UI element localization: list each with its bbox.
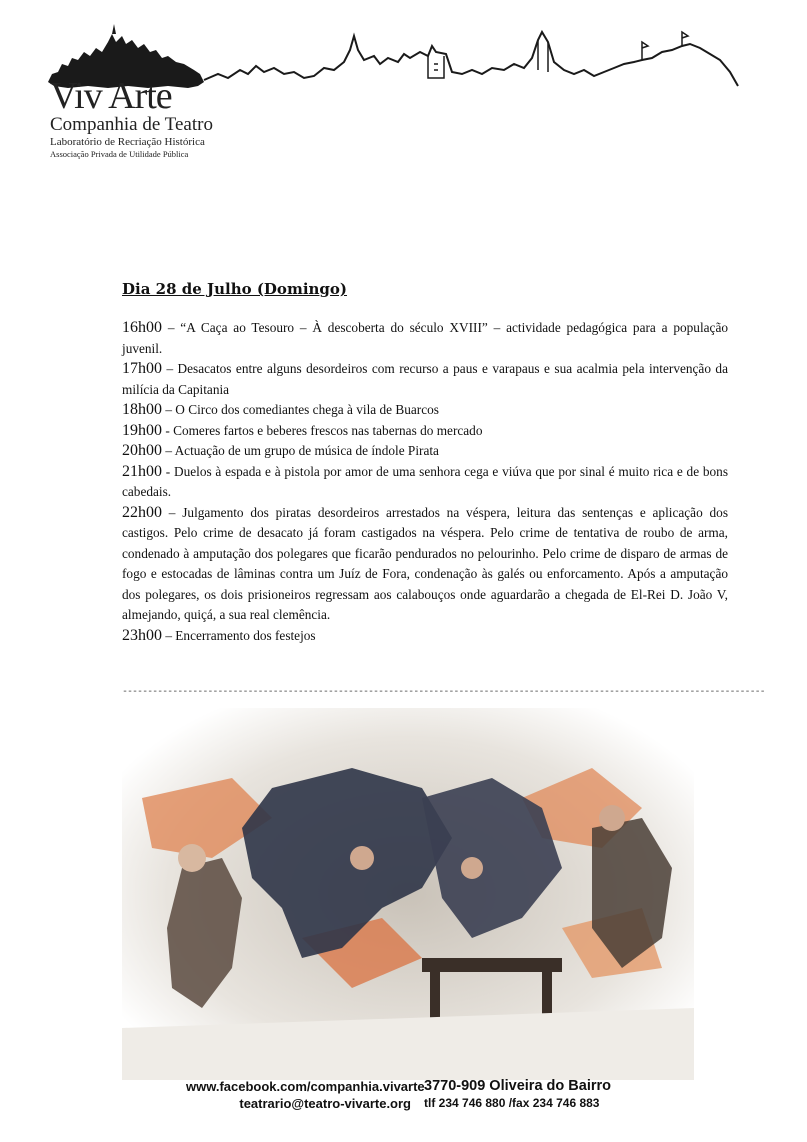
entry-time: 23h00 [122,626,162,644]
logo-tagline: Laboratório de Recriação Histórica [50,136,205,148]
schedule-entry [122,503,728,626]
logo-association: Associação Privada de Utilidade Pública [50,149,189,159]
footer-contact-web [186,1078,425,1112]
phone-fax: tlf 234 746 880 /fax 234 746 883 [424,1096,600,1110]
logo-name: Viv Arte [50,75,172,117]
entry-description: – “A Caça ao Tesouro – À descoberta do século XVIII” – actividade pedagógica para a população juvenil. [122,320,728,356]
entry-time: 21h00 [122,462,162,480]
entry-description: - Comeres fartos e beberes frescos nas tabernas do mercado [162,422,483,438]
schedule-entry [122,400,728,421]
schedule-entry [122,462,728,503]
entry-time: 16h00 [122,319,162,336]
logo-subtitle: Companhia de Teatro [50,114,213,135]
schedule-entry [122,359,728,400]
entry-description: – Actuação de um grupo de música de índole Pirata [162,443,439,458]
company-logo [48,22,748,162]
email-link[interactable]: teatrario@teatro-vivarte.org [239,1096,411,1111]
postal-address: 3770-909 Oliveira do Bairro [424,1078,611,1094]
entry-time: 18h00 [122,401,162,418]
facebook-link[interactable]: www.facebook.com/companhia.vivarte [186,1079,425,1094]
day-heading: Dia 28 de Julho (Domingo) [122,280,348,298]
schedule-entry [122,441,728,462]
entry-description: - Duelos à espada e à pistola por amor de uma senhora cega e viúva que por sinal é muito rica e de bons cabedais. [122,463,728,499]
entry-description: – O Circo dos comediantes chega à vila de Buarcos [162,402,439,417]
entry-time: 22h00 [122,503,162,521]
pirate-duel-photo [122,708,694,1080]
schedule-entry [122,421,728,442]
entry-time: 19h00 [122,421,162,439]
schedule-entry [122,626,728,647]
entry-time: 20h00 [122,442,162,459]
footer-contact-address [424,1078,654,1112]
entry-description: – Julgamento dos piratas desordeiros arrestados na véspera, leitura das sentenças e aplicação dos castigos. Pelo crime de desacato já foram castigados na véspera. Pelo crime de tentativa de roubo de arma, condenado à amputação dos polegares que ficarão pendurados no pelourinho. Pelo crime de disparo de armas de fogo e estocadas de lâminas contra um Juíz de Fora, condenação às galés ou enforcamento. Após a amputação dos polegares, os dois prisioneiros regressam aos calabouços onde aguardarão a chegada de El-Rei D. João V, almejando, quiçá, a sua real clemência. [122,504,728,622]
entry-description: – Desacatos entre alguns desordeiros com recurso a paus e varapaus e sua acalmia pela intervenção da milícia da Capitania [122,361,728,397]
schedule-entry [122,318,728,359]
dashed-separator: -------------------------------------------------------------------------------------------------------------------------------- [122,686,765,697]
event-schedule [122,318,728,646]
entry-description: – Encerramento dos festejos [162,627,316,643]
entry-time: 17h00 [122,360,162,377]
